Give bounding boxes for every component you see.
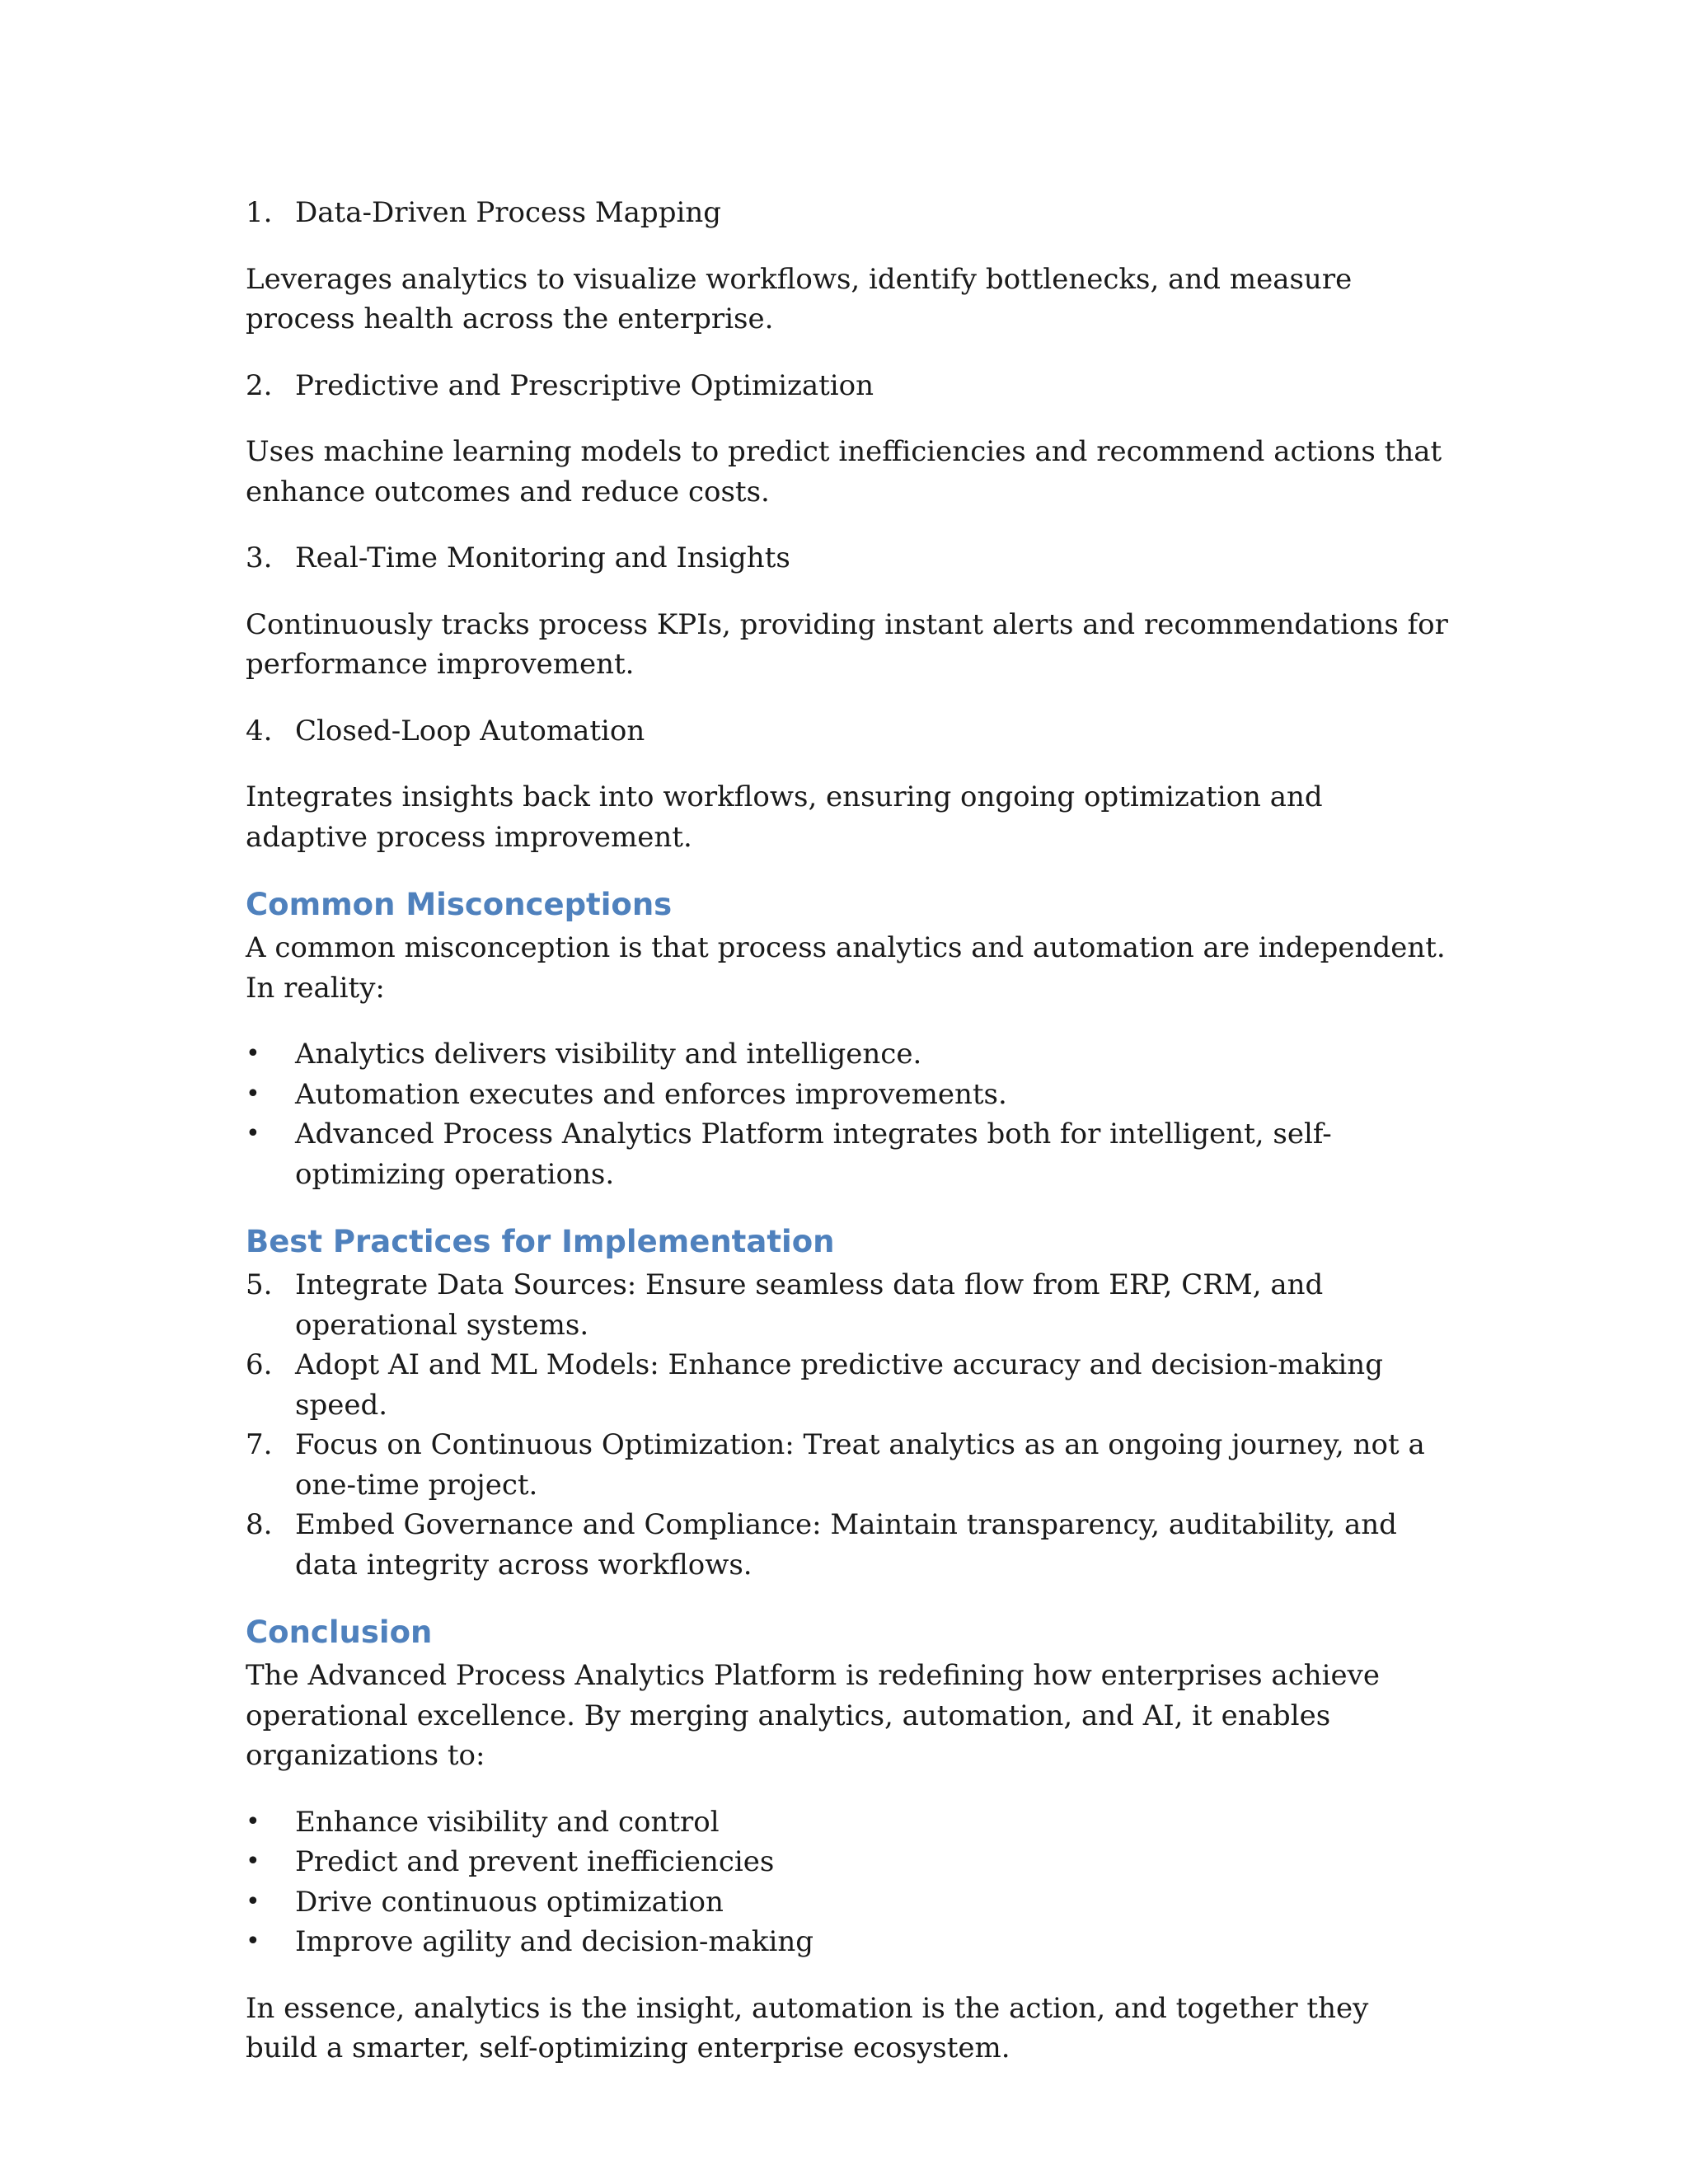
list-item (246, 1265, 1449, 1345)
list-item (246, 1425, 1449, 1505)
misconceptions-heading: Common Misconceptions (246, 887, 673, 922)
conclusion-bullet-list (246, 1802, 1449, 1962)
item-title: Data-Driven Process Mapping (295, 196, 721, 229)
list-item (246, 1114, 1449, 1194)
list-item (246, 1922, 1449, 1962)
bullet-text: Enhance visibility and control (295, 1805, 720, 1839)
bullet-icon: • (246, 1079, 260, 1108)
item-text: Adopt AI and ML Models: Enhance predictive accuracy and decision-making speed. (295, 1348, 1383, 1422)
list-item (246, 1882, 1449, 1923)
item-number: 1. (246, 196, 273, 229)
bullet-text: Improve agility and decision-making (295, 1925, 814, 1958)
conclusion-heading: Conclusion (246, 1615, 433, 1650)
item-description-2: Uses machine learning models to predict inefficiencies and recommend actions that enhance outcomes and reduce costs. (246, 435, 1442, 509)
item-description-1: Leverages analytics to visualize workflows, identify bottlenecks, and measure process health across the enterprise. (246, 262, 1353, 335)
list-item (246, 1345, 1449, 1425)
numbered-item-4 (246, 711, 1449, 752)
list-item (246, 1842, 1449, 1882)
conclusion-intro: The Advanced Process Analytics Platform is redefining how enterprises achieve operational excellence. By merging analytics, automation, and AI, it enables organizations to: (246, 1659, 1380, 1772)
item-text: Embed Governance and Compliance: Maintain transparency, auditability, and data integrity across workflows. (295, 1508, 1397, 1582)
best-practices-heading: Best Practices for Implementation (246, 1224, 835, 1259)
bullet-text: Automation executes and enforces improvements. (295, 1077, 1007, 1111)
bullet-icon: • (246, 1807, 260, 1836)
item-number: 2. (246, 368, 273, 402)
bullet-icon: • (246, 1927, 260, 1956)
bullet-text: Analytics delivers visibility and intelligence. (295, 1038, 922, 1071)
list-item (246, 1505, 1449, 1585)
bullet-text: Advanced Process Analytics Platform integrates both for intelligent, self-optimizing operations. (295, 1118, 1332, 1191)
item-number: 7. (246, 1428, 273, 1461)
misconceptions-intro: A common misconception is that process analytics and automation are independent. In reality: (246, 931, 1446, 1005)
misconceptions-bullet-list (246, 1034, 1449, 1194)
item-title: Predictive and Prescriptive Optimization (295, 368, 874, 402)
bullet-text: Drive continuous optimization (295, 1885, 724, 1919)
bullet-text: Predict and prevent inefficiencies (295, 1845, 775, 1878)
bullet-icon: • (246, 1119, 260, 1148)
item-number: 5. (246, 1268, 273, 1301)
bullet-icon: • (246, 1886, 260, 1916)
numbered-item-1 (246, 193, 1449, 233)
item-number: 3. (246, 541, 273, 574)
item-number: 6. (246, 1348, 273, 1381)
item-description-3: Continuously tracks process KPIs, providing instant alerts and recommendations for performance improvement. (246, 607, 1448, 681)
item-description-4: Integrates insights back into workflows, ensuring ongoing optimization and adaptive process improvement. (246, 780, 1323, 854)
list-item (246, 1034, 1449, 1075)
list-item (246, 1075, 1449, 1115)
best-practices-list (246, 1265, 1449, 1585)
item-number: 8. (246, 1508, 273, 1541)
list-item (246, 1802, 1449, 1843)
numbered-item-2 (246, 366, 1449, 406)
item-title: Closed-Loop Automation (295, 714, 645, 748)
item-text: Focus on Continuous Optimization: Treat analytics as an ongoing journey, not a one-time project. (295, 1428, 1425, 1502)
document-body (246, 193, 1449, 2095)
item-number: 4. (246, 714, 273, 748)
item-text: Integrate Data Sources: Ensure seamless data flow from ERP, CRM, and operational systems. (295, 1268, 1324, 1342)
bullet-icon: • (246, 1847, 260, 1876)
item-title: Real-Time Monitoring and Insights (295, 541, 790, 574)
bullet-icon: • (246, 1039, 260, 1068)
conclusion-closing: In essence, analytics is the insight, automation is the action, and together they build a smarter, self-optimizing enterprise ecosystem. (246, 1991, 1369, 2064)
numbered-item-3 (246, 538, 1449, 579)
